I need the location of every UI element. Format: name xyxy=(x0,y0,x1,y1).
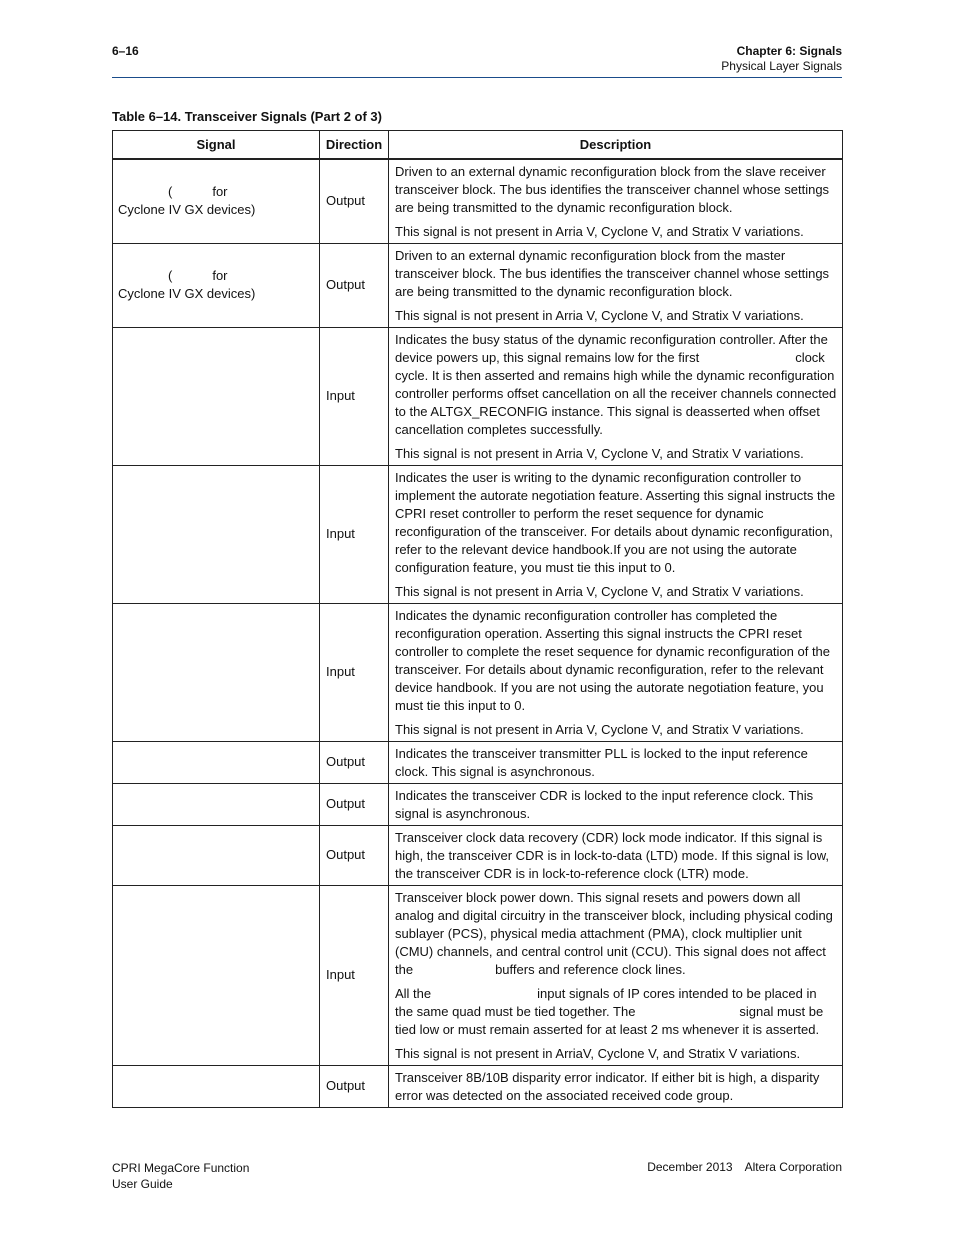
description-paragraph xyxy=(395,985,837,1039)
signal-cell xyxy=(113,465,320,603)
footer-right xyxy=(647,1160,842,1174)
description-cell xyxy=(389,465,843,603)
description-note: This signal is not present in Arria V, Cyclone V, and Stratix V variations. xyxy=(395,721,804,737)
direction-cell: Output xyxy=(320,159,389,243)
description-paragraph: Indicates the user is writing to the dynamic reconfiguration controller to implement the autorate negotiation feature. Asserting this signal instructs the CPRI reset controller to perform the reset sequence for dynamic reconfiguration of the transceiver. For details about dynamic reconfiguration, refer to the relevant device handbook.If you are not using the autorate configuration feature, you must tie this input to 0. xyxy=(395,469,836,575)
chapter-title: Chapter 6: Signals xyxy=(736,44,842,58)
description-note: This signal is not present in Arria V, Cyclone V, and Stratix V variations. xyxy=(395,583,804,599)
description-note: This signal is not present in ArriaV, Cyclone V, and Stratix V variations. xyxy=(395,1045,801,1061)
page-number: 6–16 xyxy=(112,44,139,58)
direction-cell: Output xyxy=(320,1065,389,1107)
signal-cell xyxy=(113,783,320,825)
description-cell xyxy=(389,243,843,327)
table-row xyxy=(113,885,843,1065)
direction-cell: Output xyxy=(320,243,389,327)
description-text: signal must be tied low or must remain asserted for at least 2 ms whenever it is asserted. xyxy=(395,1003,824,1037)
description-note: This signal is not present in Arria V, Cyclone V, and Stratix V variations. xyxy=(395,307,804,323)
signal-text: Cyclone IV GX devices) xyxy=(118,202,256,218)
description-cell xyxy=(389,783,843,825)
description-cell xyxy=(389,327,843,465)
direction-cell: Output xyxy=(320,741,389,783)
description-cell xyxy=(389,825,843,885)
table-row xyxy=(113,825,843,885)
signal-cell xyxy=(113,741,320,783)
direction-cell: Input xyxy=(320,603,389,741)
description-text: input signals of IP cores intended to be placed in the same quad must be tied together. The xyxy=(395,985,817,1019)
direction-cell: Input xyxy=(320,465,389,603)
product-name: CPRI MegaCore Function xyxy=(112,1161,250,1175)
table-header-row xyxy=(113,131,843,160)
direction-cell: Output xyxy=(320,783,389,825)
description-cell xyxy=(389,1065,843,1107)
signal-text: for xyxy=(212,184,228,200)
footer-left xyxy=(112,1160,249,1192)
description-text: All the xyxy=(395,985,432,1001)
column-header-direction: Direction xyxy=(320,131,389,160)
table-row xyxy=(113,603,843,741)
publication-date: December 2013 xyxy=(647,1160,733,1174)
description-paragraph: Indicates the transceiver transmitter PLL is locked to the input reference clock. This signal is asynchronous. xyxy=(395,745,808,779)
direction-cell: Input xyxy=(320,885,389,1065)
table-row xyxy=(113,159,843,243)
description-paragraph: Indicates the dynamic reconfiguration controller has completed the reconfiguration operation. Asserting this signal instructs the CPRI reset controller to complete the reset sequence for dynamic reconfiguration of the transceiver. For details about dynamic reconfiguration, refer to the relevant device handbook. If you are not using the autorate negotiation feature, you must tie this input to 0. xyxy=(395,607,831,713)
signal-cell xyxy=(113,1065,320,1107)
signal-text: Cyclone IV GX devices) xyxy=(118,286,256,301)
description-paragraph: Transceiver 8B/10B disparity error indicator. If either bit is high, a disparity error was detected on the associated received code group. xyxy=(395,1069,820,1103)
table-row xyxy=(113,465,843,603)
description-paragraph xyxy=(395,889,837,979)
description-text: buffers and reference clock lines. xyxy=(495,961,686,977)
signal-cell xyxy=(113,159,320,243)
description-paragraph: Driven to an external dynamic reconfiguration block from the slave receiver transceiver block. The bus identifies the transceiver channel whose settings are being transmitted to the dynamic reconfiguration block. xyxy=(395,163,830,215)
signal-cell xyxy=(113,243,320,327)
signal-text: for xyxy=(212,268,228,283)
column-header-signal: Signal xyxy=(113,131,320,160)
table-row xyxy=(113,783,843,825)
header-rule xyxy=(112,77,842,78)
company-name: Altera Corporation xyxy=(744,1160,842,1174)
running-header xyxy=(721,44,842,74)
table-row xyxy=(113,741,843,783)
description-cell xyxy=(389,159,843,243)
table-row xyxy=(113,243,843,327)
table-row xyxy=(113,1065,843,1107)
table-caption: Table 6–14. Transceiver Signals (Part 2 of 3) xyxy=(112,109,382,124)
signal-cell xyxy=(113,885,320,1065)
section-title: Physical Layer Signals xyxy=(721,59,842,73)
description-paragraph: Transceiver clock data recovery (CDR) lock mode indicator. If this signal is high, the transceiver CDR is in lock-to-data (LTD) mode. If this signal is low, the transceiver CDR is in lock-to-reference clock (LTR) mode. xyxy=(395,829,829,881)
direction-cell: Output xyxy=(320,825,389,885)
description-text: Indicates the busy status of the dynamic reconfiguration controller. After the device powers up, this signal remains low for the first xyxy=(395,331,828,365)
signal-text: ( xyxy=(168,184,173,200)
description-text: Transceiver block power down. This signal resets and powers down all analog and digital circuitry in the transceiver block, including physical coding sublayer (PCS), physical media attachment (PMA), clock multiplier unit (CMU) channels, and central control unit (CCU). This signal does not affect the xyxy=(395,889,833,977)
description-text: clock cycle. It is then asserted and remains high while the dynamic reconfiguration controller performs offset cancellation on all the receiver channels connected to the ALTGX_RECONFIG instance. This signal is deasserted when offset cancellation completes successfully. xyxy=(395,349,837,437)
description-paragraph xyxy=(395,331,837,439)
direction-cell: Input xyxy=(320,327,389,465)
description-cell xyxy=(389,885,843,1065)
table-row xyxy=(113,327,843,465)
document-type: User Guide xyxy=(112,1177,173,1191)
description-paragraph: Driven to an external dynamic reconfiguration block from the master transceiver block. The bus identifies the transceiver channel whose settings are being transmitted to the dynamic reconfiguration block. xyxy=(395,247,830,299)
description-cell xyxy=(389,741,843,783)
signal-text: ( xyxy=(168,268,173,283)
column-header-description: Description xyxy=(389,131,843,160)
description-note: This signal is not present in Arria V, Cyclone V, and Stratix V variations. xyxy=(395,223,804,239)
signal-cell xyxy=(113,327,320,465)
description-note: This signal is not present in Arria V, Cyclone V, and Stratix V variations. xyxy=(395,445,804,461)
description-paragraph: Indicates the transceiver CDR is locked to the input reference clock. This signal is asynchronous. xyxy=(395,787,814,821)
signal-cell xyxy=(113,603,320,741)
description-cell xyxy=(389,603,843,741)
transceiver-signals-table xyxy=(112,130,843,1108)
signal-cell xyxy=(113,825,320,885)
